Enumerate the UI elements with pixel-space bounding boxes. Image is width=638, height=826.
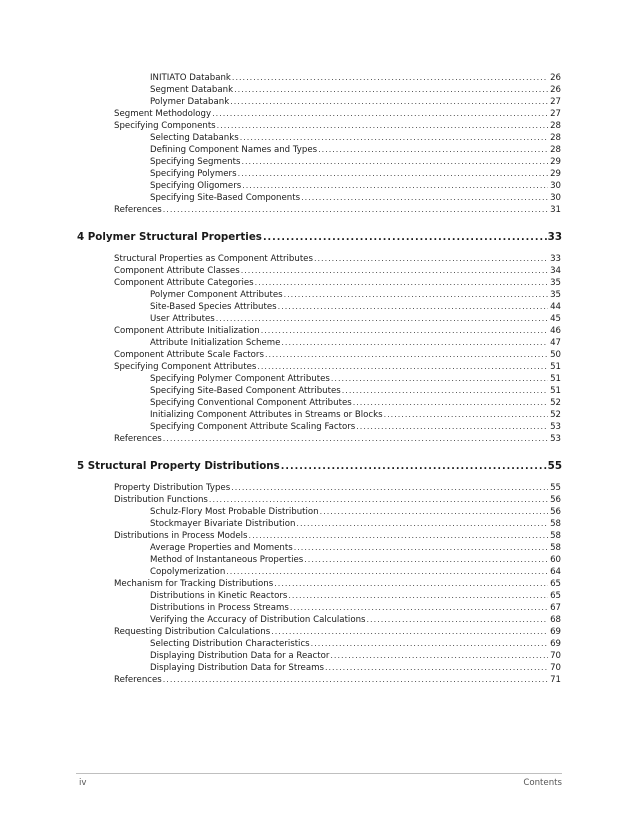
toc-leader-dots xyxy=(320,506,548,518)
toc-subsection-entry[interactable] xyxy=(0,192,561,204)
toc-leader-dots xyxy=(240,132,548,144)
toc-page-number: 56 xyxy=(550,507,561,517)
toc-leader-dots xyxy=(294,542,548,554)
toc-entry-title: Selecting Databanks xyxy=(150,133,239,143)
toc-page-number: 29 xyxy=(550,169,561,179)
toc-entry-title: Component Attribute Initialization xyxy=(114,326,260,336)
toc-entry-title: Specifying Conventional Component Attributes xyxy=(150,398,352,408)
toc-page-number: 69 xyxy=(550,627,561,637)
toc-entry-title: Specifying Oligomers xyxy=(150,181,242,191)
toc-page-number: 65 xyxy=(550,579,561,589)
toc-page-number: 30 xyxy=(550,193,561,203)
toc-subsection-entry[interactable] xyxy=(0,650,561,662)
toc-entry-title: Segment Methodology xyxy=(114,109,212,119)
toc-leader-dots xyxy=(367,614,549,626)
toc-entry-title: Distribution Functions xyxy=(114,495,208,505)
toc-leader-dots xyxy=(284,289,548,301)
toc-entry-title: Schulz-Flory Most Probable Distribution xyxy=(150,507,319,517)
toc-subsection-entry[interactable] xyxy=(0,96,561,108)
toc-page-number: 52 xyxy=(550,410,561,420)
toc-entry-title: Segment Databank xyxy=(150,85,234,95)
toc-entry-title: Selecting Distribution Characteristics xyxy=(150,639,310,649)
toc-page-number: 58 xyxy=(550,519,561,529)
toc-subsection-entry[interactable] xyxy=(0,506,561,518)
toc-section-entry[interactable] xyxy=(0,433,561,445)
toc-leader-dots xyxy=(278,301,548,313)
toc-page-number: 31 xyxy=(550,205,561,215)
toc-subsection-entry[interactable] xyxy=(0,289,561,301)
toc-subsection-entry[interactable] xyxy=(0,180,561,192)
toc-subsection-entry[interactable] xyxy=(0,168,561,180)
toc-page-number: 35 xyxy=(550,278,561,288)
toc-section-entry[interactable] xyxy=(0,482,561,494)
toc-entry-title: References xyxy=(114,205,162,215)
toc-entry-title: Verifying the Accuracy of Distribution Calculations xyxy=(150,615,366,625)
toc-entry-title: Structural Properties as Component Attributes xyxy=(114,254,313,264)
toc-section-entry[interactable] xyxy=(0,325,561,337)
toc-page-number: 69 xyxy=(550,639,561,649)
toc-page-number: 67 xyxy=(550,603,561,613)
toc-leader-dots xyxy=(241,265,548,277)
toc-entry-title: Property Distribution Types xyxy=(114,483,231,493)
toc-entry-title: Displaying Distribution Data for a Reactor xyxy=(150,651,330,661)
toc-leader-dots xyxy=(288,590,548,602)
toc-entry-title: Polymer Component Attributes xyxy=(150,290,283,300)
toc-page-number: 28 xyxy=(550,121,561,131)
toc-entry-title: Mechanism for Tracking Distributions xyxy=(114,579,274,589)
toc-section-entry[interactable] xyxy=(0,530,561,542)
toc-subsection-entry[interactable] xyxy=(0,566,561,578)
toc-section-entry[interactable] xyxy=(0,349,561,361)
toc-leader-dots xyxy=(281,460,547,474)
toc-leader-dots xyxy=(212,108,548,120)
toc-entry-title: Polymer Databank xyxy=(150,97,230,107)
toc-leader-dots xyxy=(238,168,548,180)
toc-leader-dots xyxy=(231,482,548,494)
toc-page-number: 70 xyxy=(550,663,561,673)
toc-page-number: 34 xyxy=(550,266,561,276)
toc-section-entry[interactable] xyxy=(0,578,561,590)
toc-page-number: 50 xyxy=(550,350,561,360)
toc-page-number: 53 xyxy=(550,422,561,432)
toc-subsection-entry[interactable] xyxy=(0,662,561,674)
toc-entry-title: References xyxy=(114,675,162,685)
toc-leader-dots xyxy=(301,192,548,204)
toc-leader-dots xyxy=(257,361,548,373)
toc-entry-title: User Attributes xyxy=(150,314,215,324)
toc-subsection-entry[interactable] xyxy=(0,144,561,156)
toc-leader-dots xyxy=(296,518,548,530)
toc-page-number: 47 xyxy=(550,338,561,348)
toc-leader-dots xyxy=(330,650,548,662)
toc-subsection-entry[interactable] xyxy=(0,72,561,84)
toc-leader-dots xyxy=(342,385,548,397)
toc-subsection-entry[interactable] xyxy=(0,397,561,409)
toc-leader-dots xyxy=(216,313,548,325)
toc-chapter-heading[interactable] xyxy=(0,230,562,244)
toc-page-number: 53 xyxy=(550,434,561,444)
toc-page-number: 65 xyxy=(550,591,561,601)
toc-subsection-entry[interactable] xyxy=(0,554,561,566)
toc-leader-dots xyxy=(265,349,548,361)
table-of-contents xyxy=(0,72,638,686)
toc-leader-dots xyxy=(163,204,548,216)
toc-page-number: 46 xyxy=(550,326,561,336)
toc-section-entry[interactable] xyxy=(0,204,561,216)
toc-subsection-entry[interactable] xyxy=(0,313,561,325)
toc-subsection-entry[interactable] xyxy=(0,638,561,650)
toc-page-number: 70 xyxy=(550,651,561,661)
toc-page-number: 28 xyxy=(550,145,561,155)
toc-leader-dots xyxy=(217,120,548,132)
toc-page-number: 51 xyxy=(550,386,561,396)
toc-leader-dots xyxy=(384,409,548,421)
toc-leader-dots xyxy=(249,530,549,542)
toc-entry-title: Site-Based Species Attributes xyxy=(150,302,277,312)
toc-entry-title: INITIATO Databank xyxy=(150,73,231,83)
toc-subsection-entry[interactable] xyxy=(0,132,561,144)
toc-page-number: 58 xyxy=(550,543,561,553)
toc-subsection-entry[interactable] xyxy=(0,156,561,168)
toc-leader-dots xyxy=(230,96,548,108)
chapter-page-number: 33 xyxy=(547,231,562,243)
toc-subsection-entry[interactable] xyxy=(0,518,561,530)
toc-leader-dots xyxy=(356,421,548,433)
chapter-page-number: 55 xyxy=(547,460,562,472)
toc-leader-dots xyxy=(274,578,548,590)
toc-page-number: 44 xyxy=(550,302,561,312)
toc-entry-title: Specifying Site-Based Components xyxy=(150,193,301,203)
toc-entry-title: Component Attribute Scale Factors xyxy=(114,350,264,360)
toc-subsection-entry[interactable] xyxy=(0,409,561,421)
toc-page-number: 52 xyxy=(550,398,561,408)
toc-section-entry[interactable] xyxy=(0,108,561,120)
footer-section-label: Contents xyxy=(523,778,562,788)
toc-leader-dots xyxy=(311,638,548,650)
toc-entry-title: Specifying Segments xyxy=(150,157,241,167)
toc-entry-title: Stockmayer Bivariate Distribution xyxy=(150,519,296,529)
toc-leader-dots xyxy=(209,494,548,506)
toc-leader-dots xyxy=(314,253,548,265)
toc-subsection-entry[interactable] xyxy=(0,602,561,614)
toc-leader-dots xyxy=(163,674,548,686)
chapter-title: 5 Structural Property Distributions xyxy=(77,460,280,472)
toc-entry-title: Component Attribute Categories xyxy=(114,278,254,288)
toc-leader-dots xyxy=(318,144,548,156)
toc-subsection-entry[interactable] xyxy=(0,84,561,96)
toc-leader-dots xyxy=(304,554,548,566)
toc-entry-title: Copolymerization xyxy=(150,567,226,577)
toc-leader-dots xyxy=(353,397,548,409)
toc-section-entry[interactable] xyxy=(0,674,561,686)
toc-section-entry[interactable] xyxy=(0,494,561,506)
toc-page-number: 68 xyxy=(550,615,561,625)
toc-entry-title: Average Properties and Moments xyxy=(150,543,293,553)
toc-entry-title: Defining Component Names and Types xyxy=(150,145,318,155)
toc-leader-dots xyxy=(255,277,548,289)
toc-entry-title: Distributions in Kinetic Reactors xyxy=(150,591,288,601)
toc-subsection-entry[interactable] xyxy=(0,614,561,626)
toc-leader-dots xyxy=(271,626,548,638)
toc-leader-dots xyxy=(242,180,548,192)
toc-subsection-entry[interactable] xyxy=(0,337,561,349)
toc-page-number: 45 xyxy=(550,314,561,324)
toc-page-number: 56 xyxy=(550,495,561,505)
toc-leader-dots xyxy=(226,566,548,578)
toc-entry-title: Specifying Component Attributes xyxy=(114,362,257,372)
toc-subsection-entry[interactable] xyxy=(0,373,561,385)
toc-leader-dots xyxy=(325,662,548,674)
toc-page-number: 55 xyxy=(550,483,561,493)
toc-entry-title: Attribute Initialization Scheme xyxy=(150,338,281,348)
toc-entry-title: Component Attribute Classes xyxy=(114,266,240,276)
toc-page-number: 35 xyxy=(550,290,561,300)
toc-leader-dots xyxy=(241,156,548,168)
footer-divider xyxy=(76,773,562,774)
toc-section-entry[interactable] xyxy=(0,253,561,265)
toc-leader-dots xyxy=(263,231,547,245)
toc-entry-title: Specifying Components xyxy=(114,121,216,131)
toc-page-number: 26 xyxy=(550,85,561,95)
toc-page-number: 60 xyxy=(550,555,561,565)
toc-section-entry[interactable] xyxy=(0,277,561,289)
toc-entry-title: Specifying Polymers xyxy=(150,169,237,179)
toc-page-number: 64 xyxy=(550,567,561,577)
toc-page-number: 27 xyxy=(550,109,561,119)
toc-section-entry[interactable] xyxy=(0,361,561,373)
toc-entry-title: Initializing Component Attributes in Streams or Blocks xyxy=(150,410,383,420)
toc-subsection-entry[interactable] xyxy=(0,590,561,602)
toc-entry-title: Distributions in Process Models xyxy=(114,531,248,541)
toc-section-entry[interactable] xyxy=(0,626,561,638)
toc-subsection-entry[interactable] xyxy=(0,301,561,313)
toc-leader-dots xyxy=(232,72,548,84)
toc-section-entry[interactable] xyxy=(0,120,561,132)
toc-entry-title: Requesting Distribution Calculations xyxy=(114,627,271,637)
toc-page-number: 33 xyxy=(550,254,561,264)
toc-chapter-heading[interactable] xyxy=(0,459,562,473)
toc-entry-title: Specifying Component Attribute Scaling Factors xyxy=(150,422,356,432)
toc-page-number: 58 xyxy=(550,531,561,541)
toc-entry-title: Specifying Site-Based Component Attributes xyxy=(150,386,341,396)
toc-page-number: 29 xyxy=(550,157,561,167)
toc-page-number: 51 xyxy=(550,362,561,372)
toc-subsection-entry[interactable] xyxy=(0,421,561,433)
toc-subsection-entry[interactable] xyxy=(0,542,561,554)
toc-page-number: 30 xyxy=(550,181,561,191)
toc-leader-dots xyxy=(261,325,548,337)
toc-page-number: 71 xyxy=(550,675,561,685)
toc-entry-title: Specifying Polymer Component Attributes xyxy=(150,374,330,384)
toc-page-number: 51 xyxy=(550,374,561,384)
toc-leader-dots xyxy=(281,337,548,349)
toc-entry-title: Displaying Distribution Data for Streams xyxy=(150,663,324,673)
toc-section-entry[interactable] xyxy=(0,265,561,277)
toc-leader-dots xyxy=(163,433,548,445)
toc-page-number: 27 xyxy=(550,97,561,107)
toc-entry-title: References xyxy=(114,434,162,444)
toc-leader-dots xyxy=(234,84,548,96)
toc-entry-title: Distributions in Process Streams xyxy=(150,603,289,613)
toc-page-number: 28 xyxy=(550,133,561,143)
toc-page-number: 26 xyxy=(550,73,561,83)
toc-leader-dots xyxy=(290,602,548,614)
toc-leader-dots xyxy=(331,373,548,385)
footer-page-number: iv xyxy=(79,778,87,788)
chapter-title: 4 Polymer Structural Properties xyxy=(77,231,262,243)
toc-entry-title: Method of Instantaneous Properties xyxy=(150,555,304,565)
toc-subsection-entry[interactable] xyxy=(0,385,561,397)
